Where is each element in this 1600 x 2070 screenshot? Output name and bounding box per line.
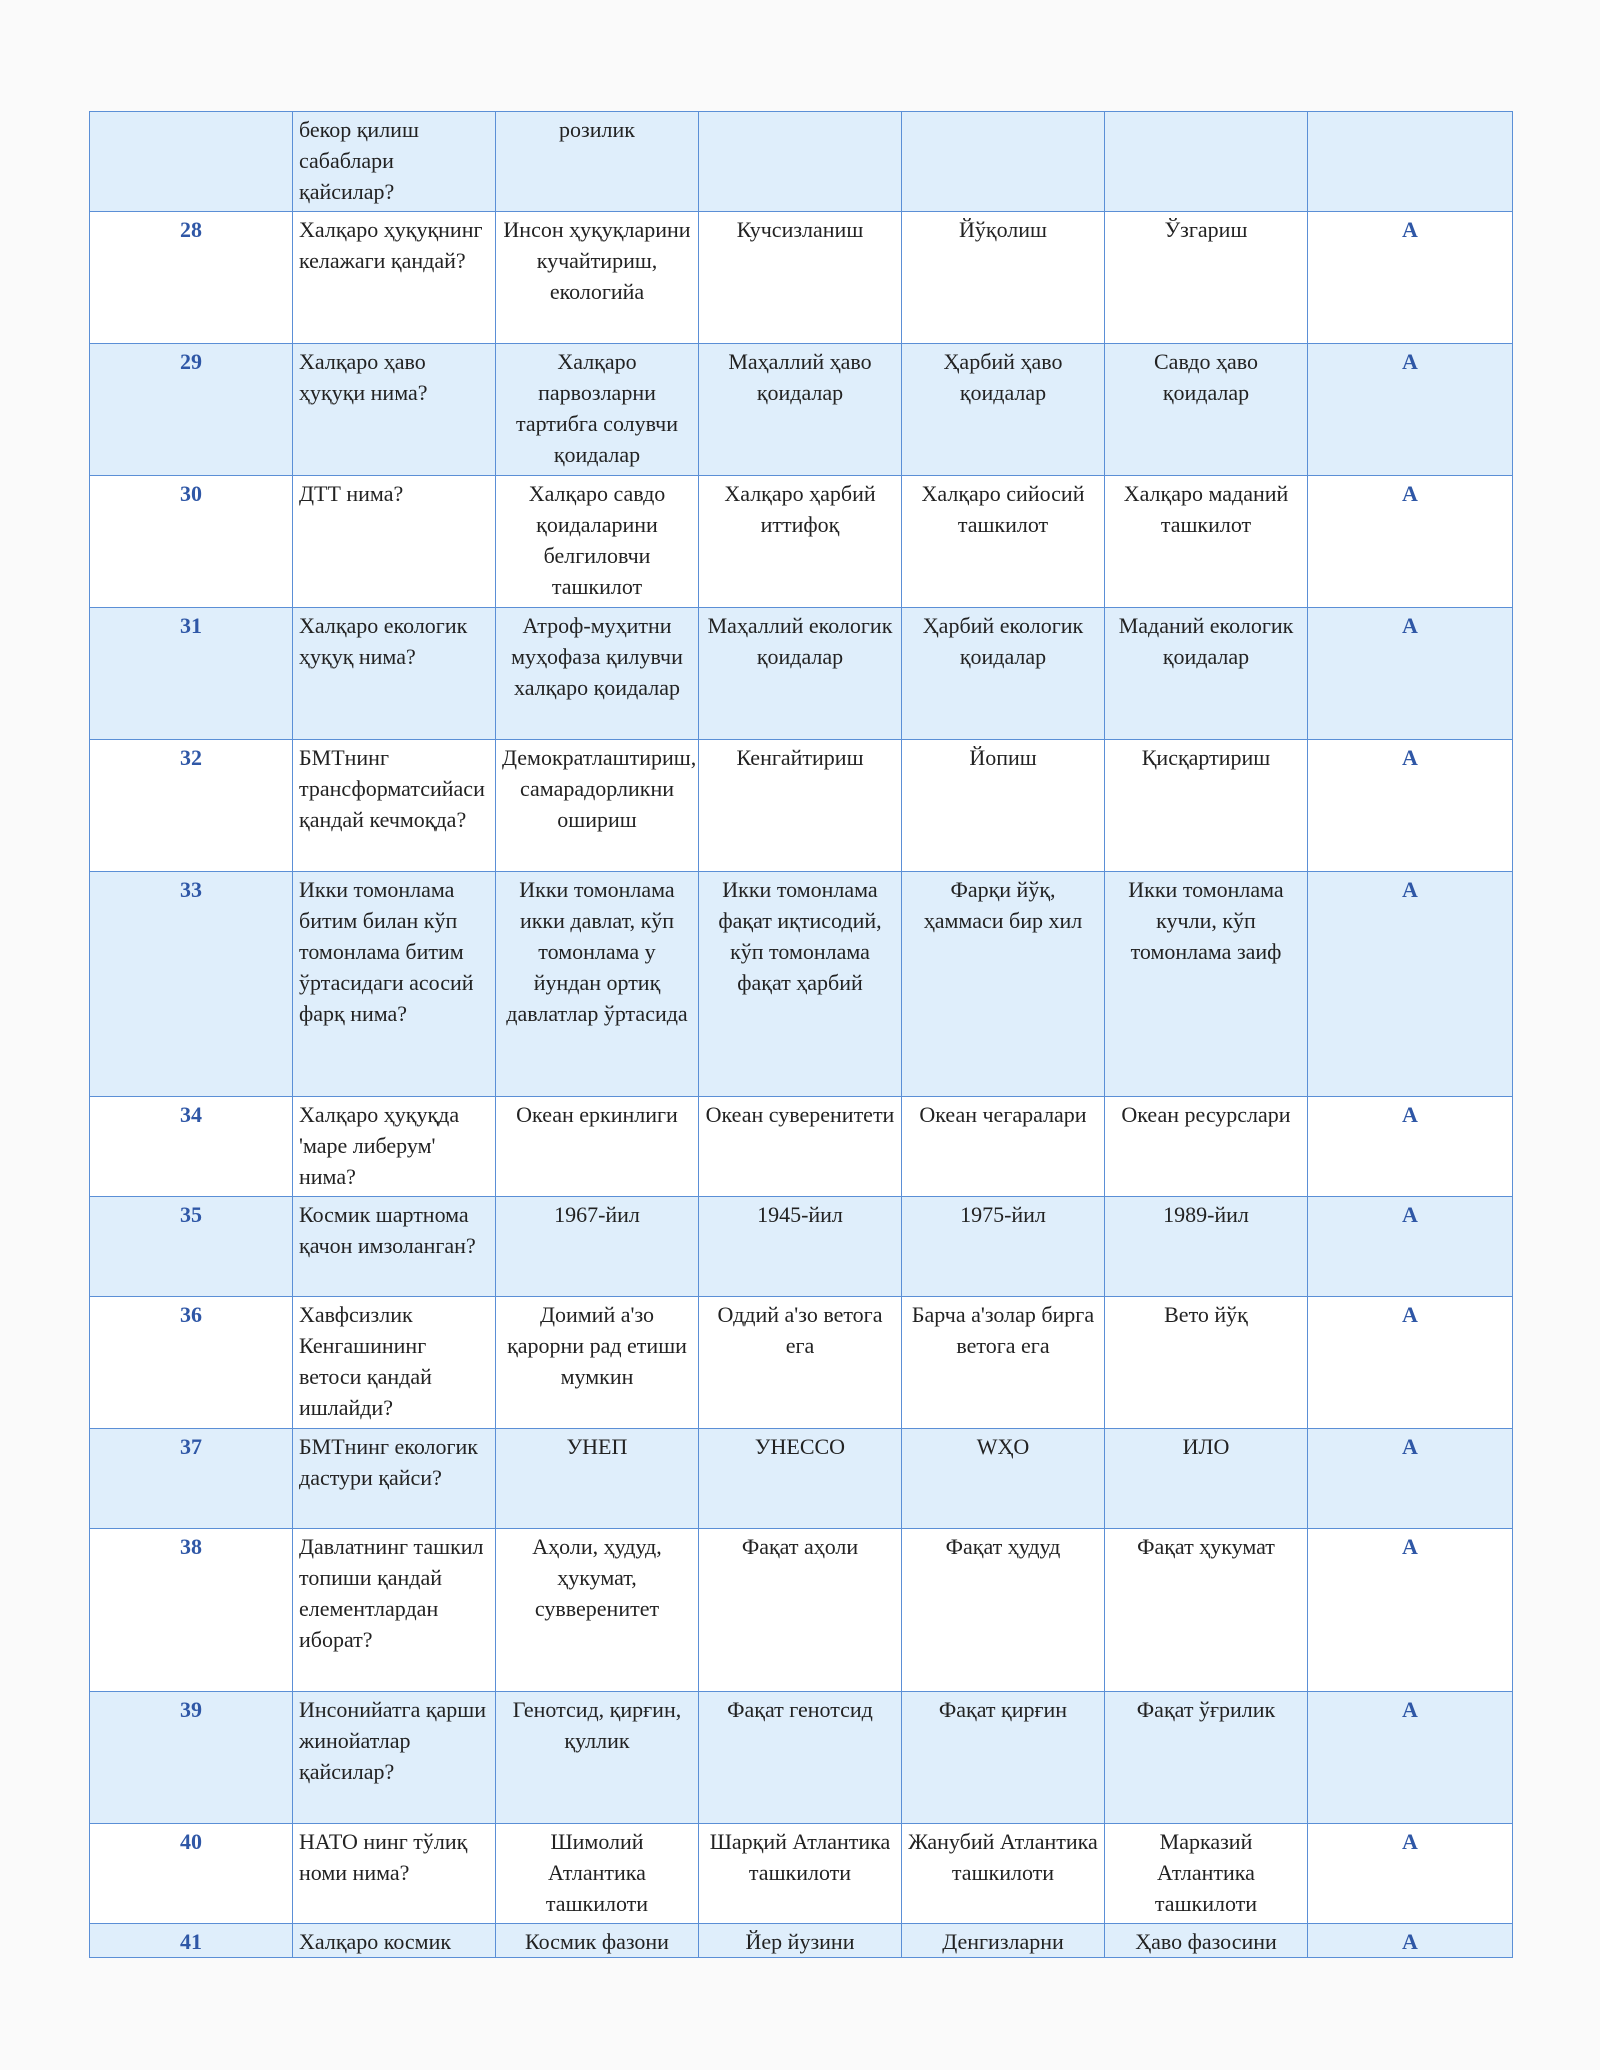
option-d: Океан ресурслари bbox=[1105, 1097, 1308, 1197]
option-c: WҲО bbox=[902, 1429, 1105, 1529]
question-number: 37 bbox=[90, 1429, 293, 1529]
correct-answer: A bbox=[1308, 608, 1513, 740]
question-text: Космик шартнома қачон имзоланган? bbox=[293, 1197, 496, 1297]
option-b: Халқаро ҳарбий иттифоқ bbox=[699, 476, 902, 608]
question-number: 34 bbox=[90, 1097, 293, 1197]
question-text: БМТнинг трансформатсийаси қандай кечмоқда? bbox=[293, 740, 496, 872]
option-b: Йер йузини bbox=[699, 1924, 902, 1958]
question-text: Халқаро екологик ҳуқуқ нима? bbox=[293, 608, 496, 740]
correct-answer: A bbox=[1308, 1529, 1513, 1692]
question-number: 32 bbox=[90, 740, 293, 872]
option-c: Фарқи йўқ, ҳаммаси бир хил bbox=[902, 872, 1105, 1097]
option-d: 1989-йил bbox=[1105, 1197, 1308, 1297]
correct-answer: A bbox=[1308, 476, 1513, 608]
question-text: Халқаро ҳаво ҳуқуқи нима? bbox=[293, 344, 496, 476]
option-c: Халқаро сийосий ташкилот bbox=[902, 476, 1105, 608]
question-text: НАТО нинг тўлиқ номи нима? bbox=[293, 1824, 496, 1924]
option-b: Океан суверенитети bbox=[699, 1097, 902, 1197]
option-c: Океан чегаралари bbox=[902, 1097, 1105, 1197]
question-number: 41 bbox=[90, 1924, 293, 1958]
question-number: 40 bbox=[90, 1824, 293, 1924]
option-a: Шимолий Атлантика ташкилоти bbox=[496, 1824, 699, 1924]
option-a: Океан еркинлиги bbox=[496, 1097, 699, 1197]
table-row bbox=[90, 476, 1513, 608]
option-c: Йопиш bbox=[902, 740, 1105, 872]
question-number: 36 bbox=[90, 1297, 293, 1429]
option-a: Аҳоли, ҳудуд, ҳукумат, сувверенитет bbox=[496, 1529, 699, 1692]
question-number: 29 bbox=[90, 344, 293, 476]
correct-answer: A bbox=[1308, 1097, 1513, 1197]
question-text: Хавфсизлик Кенгашининг ветоси қандай ишлайди? bbox=[293, 1297, 496, 1429]
option-a: Инсон ҳуқуқларини кучайтириш, екологийа bbox=[496, 212, 699, 344]
question-number bbox=[90, 112, 293, 212]
option-b: Шарқий Атлантика ташкилоти bbox=[699, 1824, 902, 1924]
question-number: 38 bbox=[90, 1529, 293, 1692]
option-a: Демократлаштириш, самарадорликни ошириш bbox=[496, 740, 699, 872]
question-text: ДТТ нима? bbox=[293, 476, 496, 608]
correct-answer: A bbox=[1308, 344, 1513, 476]
question-text: Давлатнинг ташкил топиши қандай елементлардан иборат? bbox=[293, 1529, 496, 1692]
option-c: Денгизларни bbox=[902, 1924, 1105, 1958]
correct-answer bbox=[1308, 112, 1513, 212]
option-d: Қисқартириш bbox=[1105, 740, 1308, 872]
correct-answer: A bbox=[1308, 872, 1513, 1097]
question-number: 35 bbox=[90, 1197, 293, 1297]
table-row bbox=[90, 1097, 1513, 1197]
option-c: Йўқолиш bbox=[902, 212, 1105, 344]
table-row bbox=[90, 112, 1513, 212]
option-b: Кучсизланиш bbox=[699, 212, 902, 344]
option-c: Фақат ҳудуд bbox=[902, 1529, 1105, 1692]
option-a: розилик bbox=[496, 112, 699, 212]
question-text: Халқаро ҳуқуқнинг келажаги қандай? bbox=[293, 212, 496, 344]
option-b: Оддий а'зо ветога ега bbox=[699, 1297, 902, 1429]
option-b: Кенгайтириш bbox=[699, 740, 902, 872]
option-d: Вето йўқ bbox=[1105, 1297, 1308, 1429]
table-row bbox=[90, 1429, 1513, 1529]
question-number: 33 bbox=[90, 872, 293, 1097]
table-row bbox=[90, 608, 1513, 740]
option-a: Икки томонлама икки давлат, кўп томонлама у йундан ортиқ давлатлар ўртасида bbox=[496, 872, 699, 1097]
option-a: 1967-йил bbox=[496, 1197, 699, 1297]
table-row bbox=[90, 1529, 1513, 1692]
option-a: Космик фазони bbox=[496, 1924, 699, 1958]
option-c: Ҳарбий ҳаво қоидалар bbox=[902, 344, 1105, 476]
question-text: Халқаро ҳуқуқда 'маре либерум' нима? bbox=[293, 1097, 496, 1197]
correct-answer: A bbox=[1308, 1924, 1513, 1958]
table-row bbox=[90, 1692, 1513, 1824]
option-b: Фақат аҳоли bbox=[699, 1529, 902, 1692]
question-text: Икки томонлама битим билан кўп томонлама битим ўртасидаги асосий фарқ нима? bbox=[293, 872, 496, 1097]
option-d bbox=[1105, 112, 1308, 212]
option-d: Марказий Атлантика ташкилоти bbox=[1105, 1824, 1308, 1924]
option-d: Фақат ўғрилик bbox=[1105, 1692, 1308, 1824]
option-a: Генотсид, қирғин, қуллик bbox=[496, 1692, 699, 1824]
correct-answer: A bbox=[1308, 1429, 1513, 1529]
option-d: ИЛО bbox=[1105, 1429, 1308, 1529]
correct-answer: A bbox=[1308, 212, 1513, 344]
question-number: 30 bbox=[90, 476, 293, 608]
table-row bbox=[90, 344, 1513, 476]
option-a: Доимий а'зо қарорни рад етиши мумкин bbox=[496, 1297, 699, 1429]
option-d: Халқаро маданий ташкилот bbox=[1105, 476, 1308, 608]
option-d: Фақат ҳукумат bbox=[1105, 1529, 1308, 1692]
question-number: 31 bbox=[90, 608, 293, 740]
option-b: Икки томонлама фақат иқтисодий, кўп томонлама фақат ҳарбий bbox=[699, 872, 902, 1097]
option-a: УНЕП bbox=[496, 1429, 699, 1529]
table-row bbox=[90, 872, 1513, 1097]
table-row bbox=[90, 1297, 1513, 1429]
option-c: Ҳарбий екологик қоидалар bbox=[902, 608, 1105, 740]
option-b: 1945-йил bbox=[699, 1197, 902, 1297]
option-d: Икки томонлама кучли, кўп томонлама заиф bbox=[1105, 872, 1308, 1097]
table-row bbox=[90, 212, 1513, 344]
option-a: Атроф-муҳитни муҳофаза қилувчи халқаро қоидалар bbox=[496, 608, 699, 740]
option-b: Маҳаллий ҳаво қоидалар bbox=[699, 344, 902, 476]
option-b: Маҳаллий екологик қоидалар bbox=[699, 608, 902, 740]
option-d: Ҳаво фазосини bbox=[1105, 1924, 1308, 1958]
option-a: Халқаро савдо қоидаларини белгиловчи ташкилот bbox=[496, 476, 699, 608]
option-c: Фақат қирғин bbox=[902, 1692, 1105, 1824]
option-b bbox=[699, 112, 902, 212]
quiz-table bbox=[89, 111, 1513, 1958]
table-row bbox=[90, 1197, 1513, 1297]
option-a: Халқаро парвозларни тартибга солувчи қоидалар bbox=[496, 344, 699, 476]
question-number: 39 bbox=[90, 1692, 293, 1824]
option-c: Жанубий Атлантика ташкилоти bbox=[902, 1824, 1105, 1924]
question-text: Халқаро космик bbox=[293, 1924, 496, 1958]
option-c bbox=[902, 112, 1105, 212]
table-row bbox=[90, 740, 1513, 872]
question-text: БМТнинг екологик дастури қайси? bbox=[293, 1429, 496, 1529]
question-number: 28 bbox=[90, 212, 293, 344]
table-row bbox=[90, 1824, 1513, 1924]
option-d: Савдо ҳаво қоидалар bbox=[1105, 344, 1308, 476]
correct-answer: A bbox=[1308, 1824, 1513, 1924]
correct-answer: A bbox=[1308, 1197, 1513, 1297]
correct-answer: A bbox=[1308, 1297, 1513, 1429]
table-row bbox=[90, 1924, 1513, 1958]
option-b: Фақат генотсид bbox=[699, 1692, 902, 1824]
correct-answer: A bbox=[1308, 1692, 1513, 1824]
option-c: Барча а'золар бирга ветога ега bbox=[902, 1297, 1105, 1429]
option-d: Маданий екологик қоидалар bbox=[1105, 608, 1308, 740]
option-c: 1975-йил bbox=[902, 1197, 1105, 1297]
question-text: бекор қилиш сабаблари қайсилар? bbox=[293, 112, 496, 212]
option-b: УНЕССО bbox=[699, 1429, 902, 1529]
correct-answer: A bbox=[1308, 740, 1513, 872]
option-d: Ўзгариш bbox=[1105, 212, 1308, 344]
question-text: Инсонийатга қарши жинойатлар қайсилар? bbox=[293, 1692, 496, 1824]
